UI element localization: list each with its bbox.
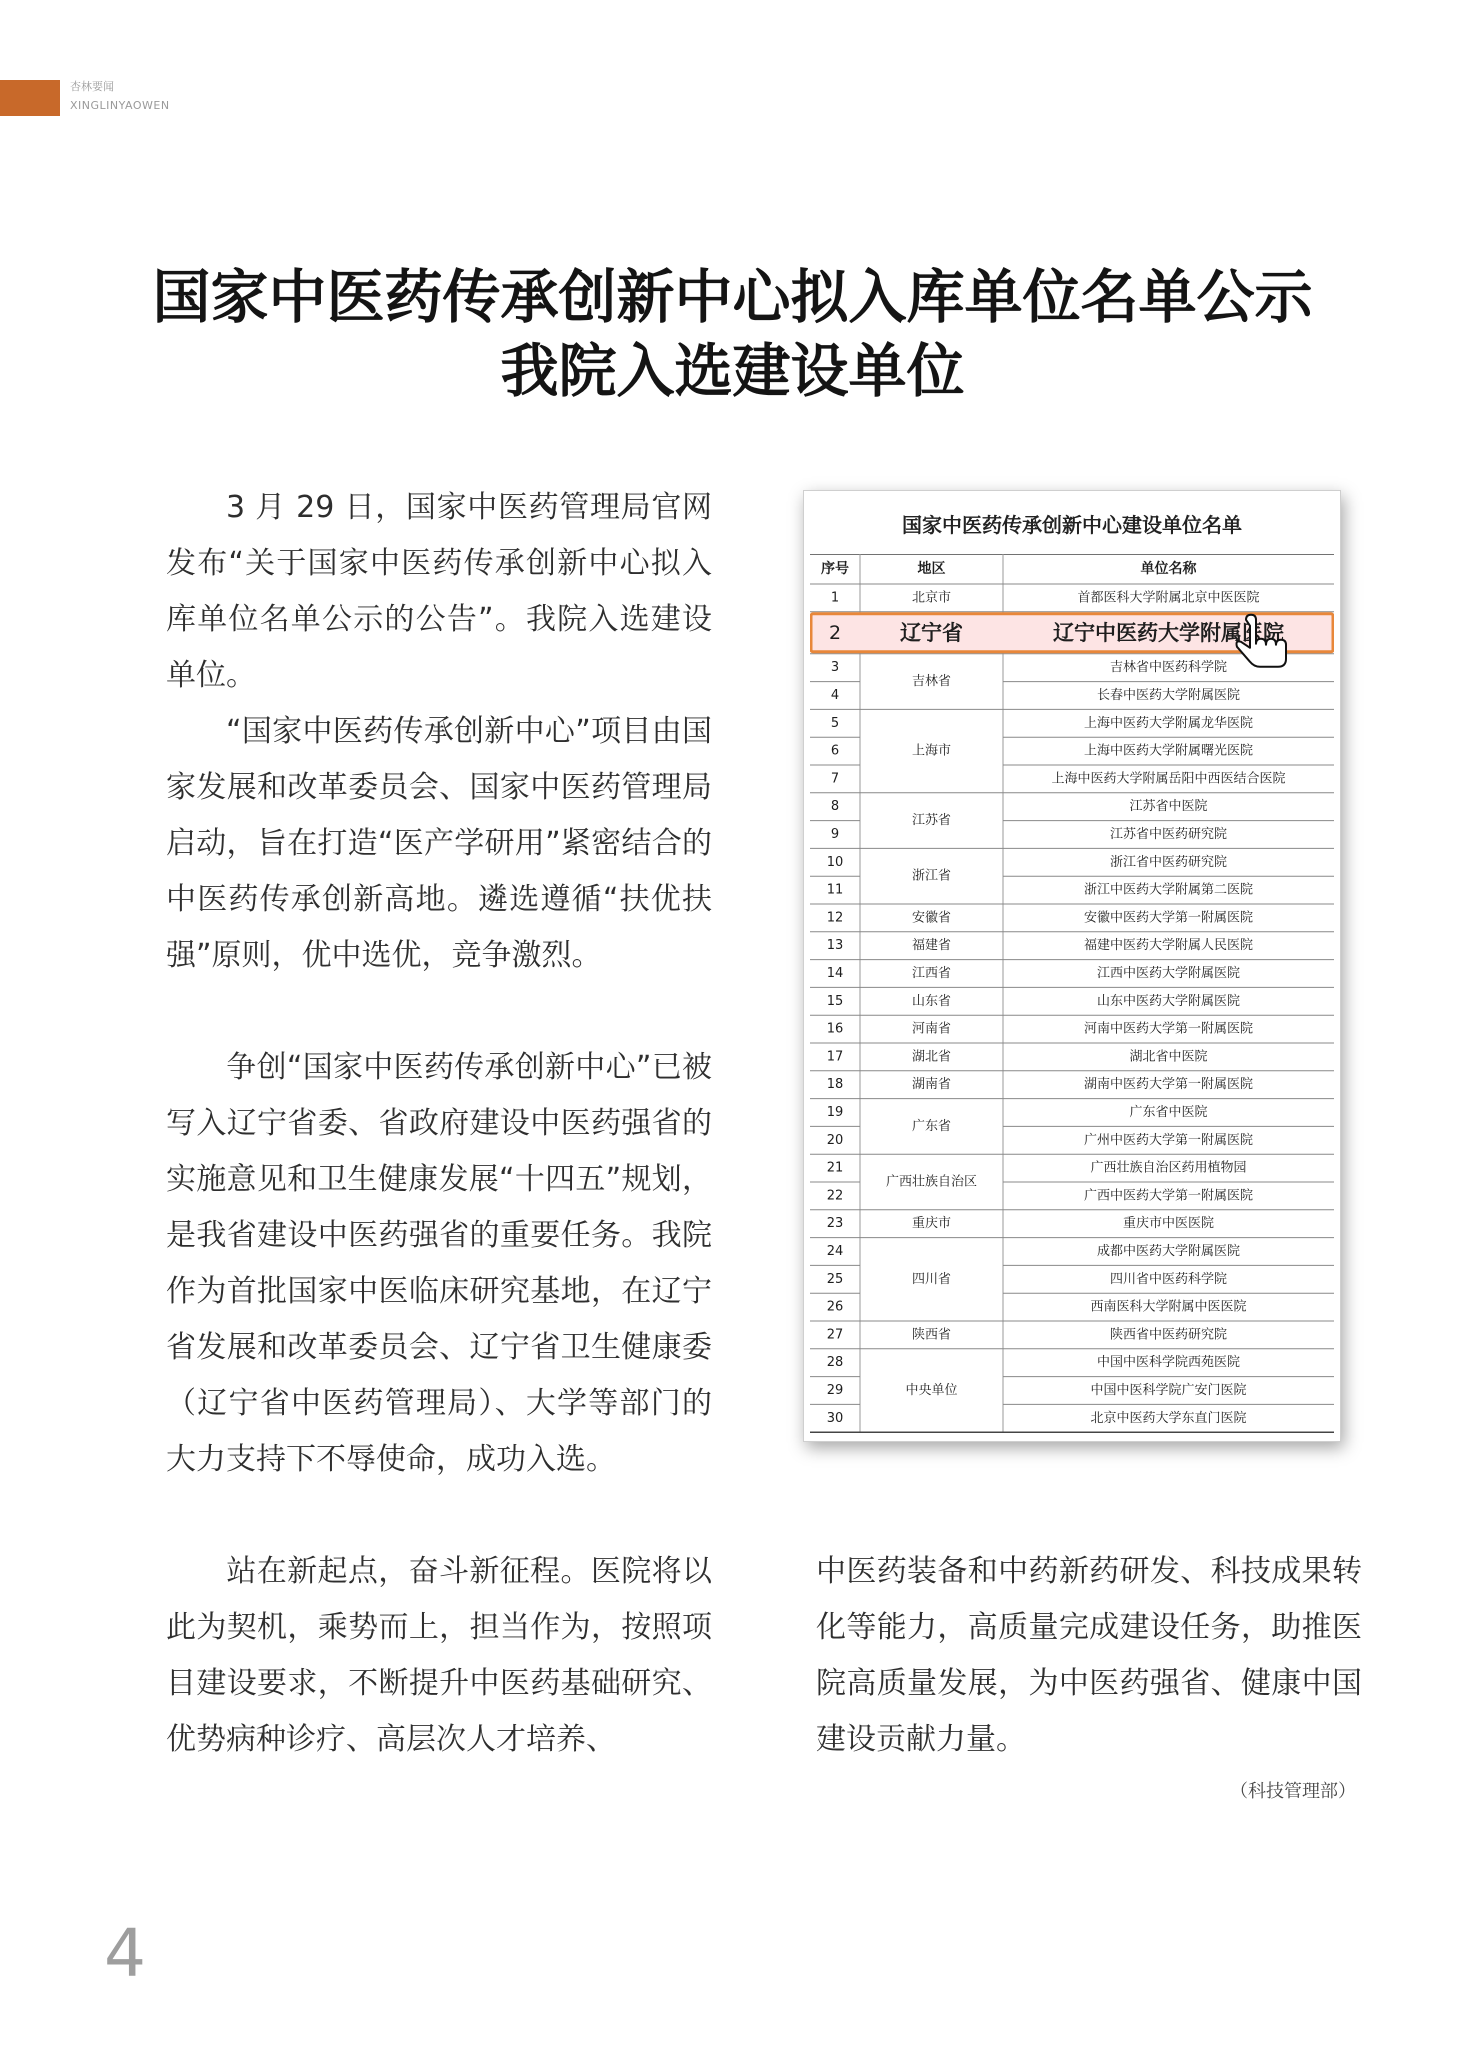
- table-row-number: 28: [826, 1355, 844, 1371]
- table-row-number: 23: [826, 1216, 844, 1232]
- table-unit-name: 广东省中医院: [1129, 1105, 1208, 1120]
- table-unit-name: 山东中医药大学附属医院: [1096, 993, 1241, 1009]
- table-region-name: 广西壮族自治区: [885, 1174, 978, 1190]
- article-title-line2: 我院入选建设单位: [500, 337, 965, 405]
- table-unit-name: 江苏省中医药研究院: [1109, 827, 1228, 842]
- table-row-number: 10: [826, 854, 844, 870]
- table-row-number: 22: [826, 1188, 844, 1204]
- table-row-number: 20: [826, 1132, 844, 1148]
- table-row-number: 14: [826, 966, 844, 981]
- paragraph-1-text: 3 月 29 日，国家中医药管理局官网发布“关于国家中医药传承创新中心拟入库单位名单公示的公告”。我院入选建设单位。: [166, 490, 712, 693]
- table-unit-name: 湖南中医药大学第一附属医院: [1083, 1077, 1254, 1093]
- table-region-name: 江苏省: [911, 813, 952, 829]
- table-row-number: 30: [826, 1410, 844, 1426]
- table-unit-name: 江西中医药大学附属医院: [1096, 966, 1241, 981]
- table-region-name: 湖北省: [911, 1049, 952, 1065]
- table-region-name: 山东省: [911, 993, 952, 1009]
- article-title-line1: 国家中医药传承创新中心拟入库单位名单公示: [152, 263, 1313, 331]
- table-row-number: 19: [826, 1105, 844, 1120]
- section-label: 杏林要闻: [70, 80, 114, 93]
- table-row-number: 26: [826, 1299, 844, 1315]
- table-unit-name: 四川省中医药科学院: [1109, 1271, 1228, 1287]
- paragraph-4: [166, 1544, 712, 1768]
- paragraph-3: [166, 1040, 712, 1544]
- table-row-number: 17: [826, 1049, 844, 1065]
- table-row-number: 25: [826, 1271, 844, 1287]
- table-region-name: 安徽省: [911, 910, 952, 926]
- table-region-name: 重庆市: [911, 1216, 952, 1232]
- table-row-number: 24: [826, 1244, 844, 1259]
- table-region-name: 河南省: [911, 1021, 952, 1037]
- paragraph-4-text: 站在新起点，奋斗新征程。医院将以此为契机，乘势而上，担当作为，按照项目建设要求，不断提升中医药基础研究、优势病种诊疗、高层次人才培养、: [166, 1554, 712, 1757]
- paragraph-1: [166, 480, 712, 704]
- table-unit-name: 长春中医药大学附属医院: [1096, 688, 1241, 703]
- table-header-cell: 序号: [821, 561, 849, 577]
- table-row-number: 21: [826, 1160, 844, 1176]
- table-unit-name: 成都中医药大学附属医院: [1096, 1244, 1241, 1259]
- table-row-number: 6: [830, 743, 840, 759]
- table-row-number: 3: [830, 660, 840, 676]
- table-unit-name: 重庆市中医医院: [1122, 1216, 1215, 1232]
- table-region-name: 广东省: [911, 1118, 952, 1134]
- table-region-name: 中央单位: [905, 1383, 958, 1398]
- table-row-number: 13: [826, 938, 844, 954]
- table-unit-name: 上海中医药大学附属曙光医院: [1083, 743, 1254, 759]
- header-accent-bar: [0, 80, 60, 116]
- paragraph-5: 中医药装备和中药新药研发、科技成果转化等能力，高质量完成建设任务，助推医院高质量发展，为中医药强省、健康中国建设贡献力量。: [816, 1554, 1362, 1757]
- table-row-number: 29: [826, 1383, 844, 1398]
- table-row-number: 5: [830, 715, 840, 731]
- table-unit-name: 辽宁中医药大学附属医院: [1053, 620, 1284, 645]
- table-row-number: 4: [830, 688, 840, 703]
- table-unit-name: 江苏省中医院: [1129, 799, 1208, 815]
- table-row-number: 7: [830, 771, 840, 787]
- table-region-name: 江西省: [911, 966, 952, 981]
- table-unit-name: 中国中医科学院广安门医院: [1090, 1383, 1247, 1398]
- table-unit-name: 浙江省中医药研究院: [1109, 854, 1228, 870]
- table-region-name: 陕西省: [911, 1327, 952, 1343]
- table-unit-name: 福建中医药大学附属人民医院: [1083, 938, 1254, 954]
- table-unit-name: 上海中医药大学附属岳阳中西医结合医院: [1051, 771, 1286, 787]
- table-unit-name: 湖北省中医院: [1129, 1049, 1208, 1065]
- table-row-number: 11: [826, 882, 844, 898]
- table-header-cell: 地区: [917, 561, 946, 577]
- table-header-cell: 单位名称: [1140, 561, 1197, 577]
- table-unit-name: 广西中医药大学第一附属医院: [1083, 1188, 1254, 1204]
- unit-list-table: [810, 554, 1334, 1434]
- paragraph-2: [166, 704, 712, 1040]
- table-region-name: 湖南省: [911, 1077, 952, 1093]
- table-unit-name: 西南医科大学附属中医医院: [1090, 1299, 1247, 1315]
- table-row-number: 1: [830, 590, 840, 606]
- paragraph-3-text: 争创“国家中医药传承创新中心”已被写入辽宁省委、省政府建设中医药强省的实施意见和卫生健康发展“十四五”规划，是我省建设中医药强省的重要任务。我院作为首批国家中医临床研究基地，在辽宁省发展和改革委员会、辽宁省卫生健康委（辽宁省中医药管理局）、大学等部门的大力支持下不辱使命，成功入选。: [166, 1050, 712, 1477]
- page-number: 4: [104, 1915, 146, 1992]
- paragraph-2-text: “国家中医药传承创新中心”项目由国家发展和改革委员会、国家中医药管理局启动，旨在打造“医产学研用”紧密结合的中医药传承创新高地。遴选遵循“扶优扶强”原则，优中选优，竞争激烈。: [166, 714, 712, 973]
- table-unit-name: 首都医科大学附属北京中医医院: [1077, 590, 1260, 606]
- table-region-name: 北京市: [911, 590, 952, 606]
- department-credit: （科技管理部）: [1230, 1781, 1356, 1802]
- table-row-number: 8: [830, 799, 840, 815]
- table-region-name: 浙江省: [911, 868, 952, 884]
- table-region-name: 福建省: [911, 938, 952, 954]
- table-row-number: 9: [830, 827, 840, 842]
- table-unit-name: 广西壮族自治区药用植物园: [1090, 1160, 1247, 1176]
- table-region-name: 四川省: [911, 1271, 952, 1287]
- table-row-number: 27: [826, 1327, 844, 1343]
- list-figure: [803, 490, 1341, 1442]
- table-row-number: 2: [828, 621, 842, 644]
- table-row-number: 12: [826, 910, 844, 926]
- table-unit-name: 中国中医科学院西苑医院: [1096, 1355, 1241, 1371]
- table-unit-name: 浙江中医药大学附属第二医院: [1083, 882, 1254, 898]
- table-unit-name: 广州中医药大学第一附属医院: [1083, 1132, 1254, 1148]
- table-unit-name: 上海中医药大学附属龙华医院: [1083, 715, 1254, 731]
- table-row-number: 18: [826, 1077, 844, 1093]
- table-region-name: 吉林省: [911, 674, 952, 690]
- table-unit-name: 安徽中医药大学第一附属医院: [1083, 910, 1254, 926]
- table-unit-name: 河南中医药大学第一附属医院: [1083, 1021, 1254, 1037]
- table-region-name: 辽宁省: [900, 620, 963, 645]
- section-label-en: XINGLINYAOWEN: [70, 99, 170, 112]
- table-row-number: 15: [826, 993, 844, 1009]
- table-row-number: 16: [826, 1021, 844, 1037]
- table-unit-name: 吉林省中医药科学院: [1109, 660, 1228, 676]
- table-unit-name: 北京中医药大学东直门医院: [1090, 1410, 1247, 1426]
- table-unit-name: 陕西省中医药研究院: [1109, 1327, 1228, 1343]
- figure-title: 国家中医药传承创新中心建设单位名单: [902, 513, 1242, 537]
- table-region-name: 上海市: [911, 743, 952, 759]
